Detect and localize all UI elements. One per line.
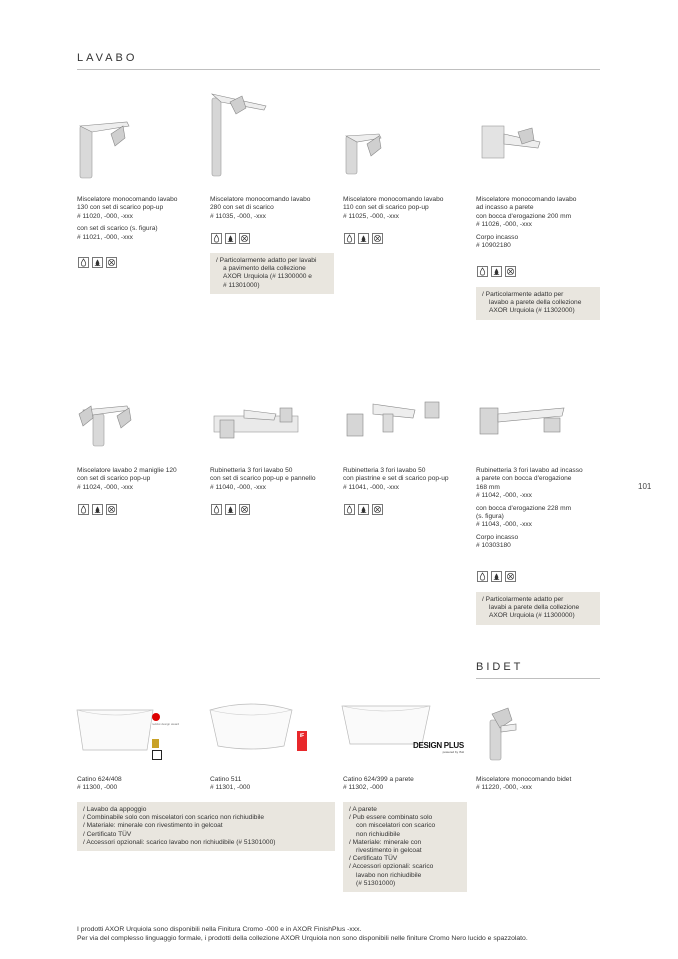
product-code: # 11020, -000, -xxx bbox=[77, 212, 133, 220]
note-line: con miscelatori con scarico bbox=[356, 822, 436, 830]
faucet-110-image bbox=[343, 126, 393, 178]
if-award-text: iF bbox=[299, 733, 305, 739]
product-text-11026 bbox=[476, 196, 576, 250]
product-code: # 11024, -000, -xxx bbox=[77, 483, 133, 491]
product-text-11042 bbox=[476, 467, 583, 551]
product-code: # 11040, -000, -xxx bbox=[210, 483, 266, 491]
section-title-lavabo: LAVABO bbox=[77, 52, 138, 64]
water-drop-icon bbox=[344, 504, 355, 515]
section-rule-bidet bbox=[476, 678, 600, 679]
product-line: con bocca d'erogazione 228 mm bbox=[476, 504, 572, 512]
product-line: Rubinetteria 3 fori lavabo 50 bbox=[210, 467, 293, 474]
section-title-bidet: BIDET bbox=[476, 661, 524, 673]
note-line: a pavimento della collezione bbox=[223, 265, 306, 273]
note-line: AXOR Urquiola (# 11300000 e bbox=[223, 273, 312, 281]
product-code: # 11026, -000, -xxx bbox=[476, 221, 532, 229]
eco-spray-icon bbox=[372, 233, 383, 244]
product-line: Catino 624/408 bbox=[77, 776, 122, 783]
product-line: Rubinetteria 3 fori lavabo ad incasso bbox=[476, 467, 583, 474]
faucet-280-image bbox=[208, 88, 272, 180]
product-text-11041 bbox=[343, 467, 449, 492]
faucet-3-hole-plates-image bbox=[343, 396, 443, 444]
product-line: con set di scarico (s. figura) bbox=[77, 225, 158, 233]
note-line: / Materiale: minerale con bbox=[349, 838, 422, 846]
feature-icons bbox=[78, 504, 117, 515]
feature-icons bbox=[477, 266, 516, 277]
product-code: # 11043, -000, -xxx bbox=[476, 521, 532, 529]
note-line: / Certificato TÜV bbox=[349, 855, 398, 863]
faucet-130-image bbox=[77, 112, 137, 182]
product-line: Rubinetteria 3 fori lavabo 50 bbox=[343, 467, 426, 474]
product-line: Miscelatore lavabo 2 maniglie 120 bbox=[77, 467, 177, 474]
product-code: # 11025, -000, -xxx bbox=[343, 212, 399, 220]
product-line: con piastrine e set di scarico pop-up bbox=[343, 475, 449, 483]
product-code: # 10303180 bbox=[476, 542, 511, 550]
product-line: Catino 511 bbox=[210, 776, 242, 783]
product-text-11040 bbox=[210, 467, 316, 492]
product-code: # 11021, -000, -xxx bbox=[77, 233, 133, 241]
product-text-11020 bbox=[77, 196, 177, 242]
note-line: (# 51301000) bbox=[356, 879, 396, 887]
bidet-text-11220 bbox=[476, 776, 571, 793]
water-drop-icon bbox=[344, 233, 355, 244]
flow-limiter-icon bbox=[358, 233, 369, 244]
product-line: Corpo incasso bbox=[476, 533, 519, 541]
note-line: / Certificato TÜV bbox=[83, 830, 132, 838]
eco-spray-icon bbox=[239, 504, 250, 515]
product-note-11042 bbox=[476, 592, 600, 625]
flow-limiter-icon bbox=[491, 266, 502, 277]
product-line: Catino 624/399 a parete bbox=[343, 776, 414, 783]
product-line: Miscelatore monocomando lavabo bbox=[77, 196, 178, 203]
water-drop-icon bbox=[477, 571, 488, 582]
note-line: / Combinabile solo con miscelatori con scarico non richiudibile bbox=[83, 814, 265, 822]
product-code: # 11035, -000, -xxx bbox=[210, 212, 266, 220]
reddot-logo-icon bbox=[152, 713, 160, 721]
footer-line: Per via del complesso linguaggio formale, i prodotti della collezione AXOR Urquiola non sono disponibili nelle finiture Cromo Nero lucido e spazzolato. bbox=[77, 935, 528, 942]
basin-511-image bbox=[208, 700, 294, 752]
note-line: # 11301000) bbox=[223, 281, 260, 289]
feature-icons bbox=[78, 257, 117, 268]
product-note-11026 bbox=[476, 287, 600, 320]
product-line: Miscelatore monocomando bidet bbox=[476, 776, 572, 783]
product-line: con bocca d'erogazione 200 mm bbox=[476, 212, 572, 220]
note-line: / Accessori opzionali: scarico bbox=[349, 863, 434, 871]
product-code: # 11042, -000, -xxx bbox=[476, 492, 532, 500]
faucet-3-hole-wall-image bbox=[476, 400, 568, 440]
note-line: / A parete bbox=[349, 806, 377, 813]
eco-spray-icon bbox=[239, 233, 250, 244]
flow-limiter-icon bbox=[225, 504, 236, 515]
footer-notes bbox=[77, 925, 528, 943]
product-line: 110 con set di scarico pop-up bbox=[343, 204, 429, 212]
section-rule-lavabo bbox=[77, 69, 600, 70]
product-line: a parete con bocca d'erogazione bbox=[476, 475, 572, 483]
note-line: / Particolarmente adatto per lavabi bbox=[216, 257, 317, 264]
basin-note-11302 bbox=[343, 802, 467, 892]
if-award-badge bbox=[297, 731, 307, 751]
footer-line: I prodotti AXOR Urquiola sono disponibili nella Finitura Cromo -000 e in AXOR FinishPlus -xxx. bbox=[77, 926, 362, 933]
product-text-11035 bbox=[210, 196, 310, 221]
product-code: # 11041, -000, -xxx bbox=[343, 483, 399, 491]
product-line: con set di scarico pop-up bbox=[77, 475, 151, 483]
note-line: non richiudibile bbox=[356, 830, 400, 838]
note-line: lavabo non richiudibile bbox=[356, 871, 422, 879]
bidet-faucet-image bbox=[478, 704, 524, 764]
product-line: 168 mm bbox=[476, 483, 500, 491]
water-drop-icon bbox=[211, 233, 222, 244]
note-line: rivestimento in gelcoat bbox=[356, 847, 422, 855]
product-note-11035 bbox=[210, 253, 334, 294]
flow-limiter-icon bbox=[358, 504, 369, 515]
feature-icons bbox=[211, 504, 250, 515]
product-code: # 11302, -000 bbox=[343, 784, 384, 792]
note-line: / Lavabo da appoggio bbox=[83, 806, 147, 813]
eco-spray-icon bbox=[505, 571, 516, 582]
basin-text-11302 bbox=[343, 776, 414, 793]
faucet-2-handle-image bbox=[77, 396, 141, 450]
feature-icons bbox=[344, 233, 383, 244]
water-drop-icon bbox=[211, 504, 222, 515]
product-line: (s. figura) bbox=[476, 513, 504, 521]
product-code: # 10902180 bbox=[476, 242, 511, 250]
design-plus-text: DESIGN PLUS bbox=[413, 741, 464, 750]
note-line: lavabo a parete della collezione bbox=[489, 299, 582, 307]
eco-spray-icon bbox=[106, 257, 117, 268]
qr-icon bbox=[152, 750, 162, 760]
product-code: # 11300, -000 bbox=[77, 784, 118, 792]
design-plus-sub: powered by ISH bbox=[442, 750, 464, 754]
flow-limiter-icon bbox=[92, 504, 103, 515]
award-text: reddot design award bbox=[152, 722, 180, 726]
eco-spray-icon bbox=[106, 504, 117, 515]
feature-icons bbox=[344, 504, 383, 515]
flow-limiter-icon bbox=[491, 571, 502, 582]
basin-text-11300 bbox=[77, 776, 122, 793]
product-code: # 11220, -000, -xxx bbox=[476, 784, 532, 792]
water-drop-icon bbox=[78, 504, 89, 515]
flow-limiter-icon bbox=[225, 233, 236, 244]
product-line: 130 con set di scarico pop-up bbox=[77, 204, 164, 212]
water-drop-icon bbox=[477, 266, 488, 277]
product-text-11024 bbox=[77, 467, 177, 492]
note-line: AXOR Urquiola (# 11300000) bbox=[489, 612, 575, 620]
feature-icons bbox=[477, 571, 516, 582]
product-code: # 11301, -000 bbox=[210, 784, 251, 792]
product-line: ad incasso a parete bbox=[476, 204, 534, 212]
design-plus-badge bbox=[413, 741, 464, 754]
eco-spray-icon bbox=[505, 266, 516, 277]
note-line: / Materiale: minerale con rivestimento in gelcoat bbox=[83, 822, 223, 830]
note-line: lavabi a parete della collezione bbox=[489, 604, 580, 612]
faucet-wall-200-image bbox=[478, 122, 544, 162]
reddot-award-badge bbox=[152, 713, 180, 760]
water-drop-icon bbox=[78, 257, 89, 268]
flow-limiter-icon bbox=[92, 257, 103, 268]
basin-624-408-image bbox=[75, 702, 155, 754]
product-line: con set di scarico pop-up e pannello bbox=[210, 475, 316, 483]
product-line: 280 con set di scarico bbox=[210, 204, 274, 212]
note-line: / Pub essere combinato solo bbox=[349, 814, 433, 822]
product-line: Miscelatore monocomando lavabo bbox=[210, 196, 311, 203]
note-line: / Particolarmente adatto per bbox=[482, 291, 564, 298]
product-line: Miscelatore monocomando lavabo bbox=[476, 196, 577, 203]
note-line: AXOR Urquiola (# 11302000) bbox=[489, 307, 575, 315]
product-line: Corpo incasso bbox=[476, 233, 519, 241]
basin-text-11301 bbox=[210, 776, 250, 793]
basins-note bbox=[77, 802, 335, 851]
product-text-11025 bbox=[343, 196, 443, 221]
gold-award-icon bbox=[152, 739, 159, 748]
eco-spray-icon bbox=[372, 504, 383, 515]
note-line: / Accessori opzionali: scarico lavabo non richiudibile (# 51301000) bbox=[83, 838, 276, 846]
note-line: / Particolarmente adatto per bbox=[482, 596, 564, 603]
faucet-3-hole-panel-image bbox=[210, 400, 302, 444]
feature-icons bbox=[211, 233, 250, 244]
product-line: Miscelatore monocomando lavabo bbox=[343, 196, 444, 203]
page-number: 101 bbox=[638, 482, 652, 491]
